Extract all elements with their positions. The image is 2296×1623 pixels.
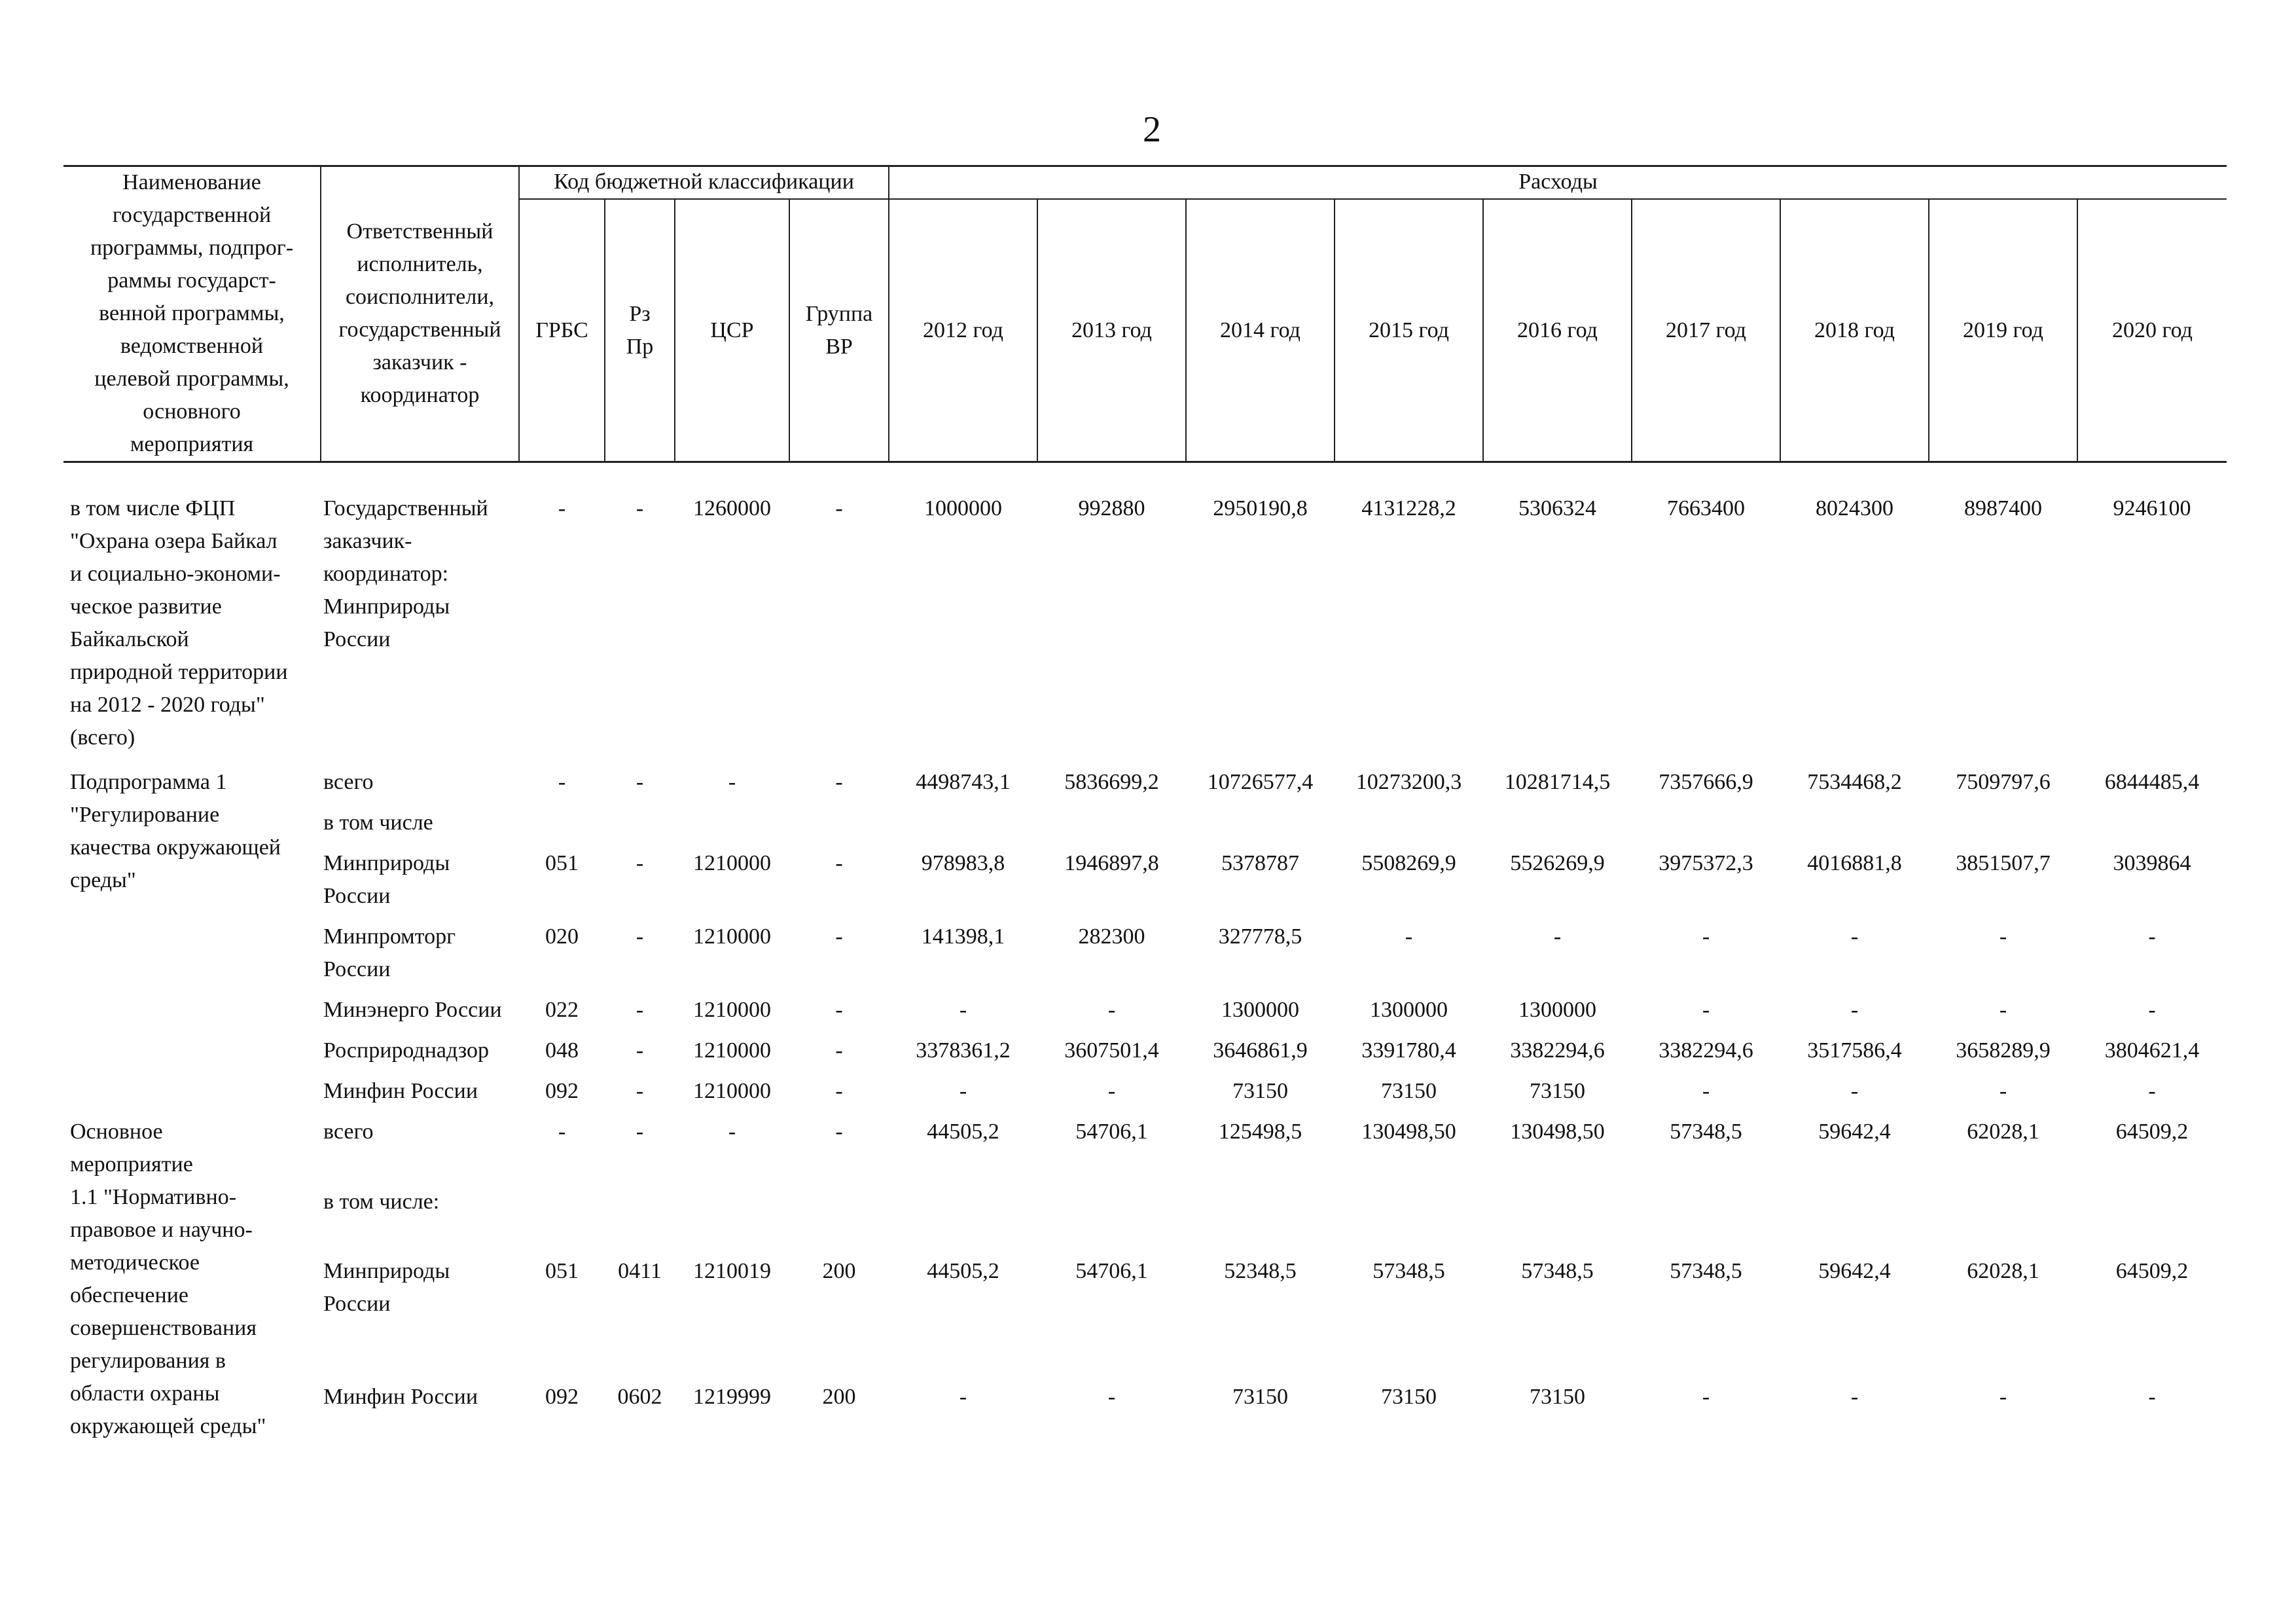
- expense-value-cell: 9246100: [2113, 496, 2191, 520]
- rzpr-cell: 0411: [618, 1259, 662, 1284]
- rzpr-cell: -: [636, 770, 644, 794]
- expense-value-cell: 3517586,4: [1807, 1038, 1902, 1063]
- expense-value-cell: 1300000: [1370, 998, 1448, 1022]
- header-name-line: венной программы,: [99, 301, 285, 325]
- expense-value-cell: 978983,8: [921, 851, 1005, 875]
- expense-value-cell: -: [1702, 1385, 1710, 1410]
- responsible-cell: [321, 1112, 519, 1182]
- rzpr-cell: 0602: [617, 1385, 662, 1410]
- expense-value-cell: 59642,4: [1818, 1259, 1891, 1284]
- expense-value-cell: 44505,2: [927, 1259, 999, 1284]
- header-budget-code-group: Код бюджетной классификации: [519, 166, 889, 199]
- expense-value-cell: 62028,1: [1967, 1120, 2039, 1144]
- responsible-cell: [321, 492, 519, 762]
- table-row: [63, 990, 2227, 1030]
- expense-value-cell: 1300000: [1221, 998, 1299, 1022]
- expense-value-cell: 282300: [1078, 924, 1145, 949]
- header-year: 2012 год: [889, 199, 1037, 462]
- expense-value-cell: [1483, 803, 1632, 843]
- expense-value-cell: -: [1553, 924, 1562, 949]
- header-year: 2018 год: [1780, 199, 1929, 462]
- header-vr: [789, 199, 889, 462]
- header-rzpr-line: Рз: [629, 302, 651, 326]
- expense-value-cell: 1000000: [924, 496, 1002, 520]
- responsible-cell: [321, 762, 519, 803]
- expense-value-cell: -: [1999, 998, 2007, 1022]
- expense-value-cell: 3382294,6: [1510, 1038, 1605, 1063]
- csr-cell: [675, 803, 789, 843]
- header-name-line: ведомственной: [120, 333, 264, 358]
- program-name-line: Основное: [70, 1120, 163, 1144]
- expense-value-cell: -: [1850, 1079, 1859, 1103]
- header-responsible-line: соисполнители,: [345, 284, 495, 309]
- vr-cell: -: [835, 770, 843, 794]
- responsible-line: Минфин России: [323, 1079, 478, 1103]
- responsible-cell: [321, 1182, 519, 1252]
- grbs-cell: 051: [545, 851, 579, 875]
- csr-cell: 1219999: [693, 1385, 771, 1410]
- responsible-cell: [321, 990, 519, 1030]
- table-row: [63, 1251, 2227, 1377]
- table-row: [63, 492, 2227, 762]
- expense-value-cell: [1037, 1182, 1186, 1252]
- responsible-line: всего: [323, 1120, 374, 1144]
- table-row: [63, 762, 2227, 803]
- table-row: [63, 1112, 2227, 1182]
- header-year: 2013 год: [1037, 199, 1186, 462]
- expense-value-cell: -: [1702, 998, 1710, 1022]
- header-year: 2015 год: [1335, 199, 1483, 462]
- grbs-cell: [519, 1182, 605, 1252]
- expense-value-cell: 73150: [1381, 1385, 1437, 1410]
- rzpr-cell: -: [636, 1120, 644, 1144]
- responsible-cell: [321, 1251, 519, 1377]
- expense-value-cell: 8987400: [1964, 496, 2042, 520]
- header-expenses-group: Расходы: [889, 166, 2227, 199]
- expense-value-cell: 3039864: [2113, 851, 2191, 875]
- expense-value-cell: 73150: [1232, 1385, 1288, 1410]
- expense-value-cell: -: [1107, 1385, 1116, 1410]
- table-row: [63, 1071, 2227, 1112]
- expense-value-cell: -: [2148, 998, 2156, 1022]
- expense-value-cell: -: [1405, 924, 1413, 949]
- expense-value-cell: 54706,1: [1075, 1120, 1148, 1144]
- rzpr-cell: -: [636, 496, 644, 520]
- expense-value-cell: 141398,1: [921, 924, 1005, 949]
- rzpr-cell: -: [636, 998, 644, 1022]
- program-name-cell: [63, 1112, 321, 1447]
- csr-cell: 1260000: [693, 496, 771, 520]
- expense-value-cell: 59642,4: [1818, 1120, 1891, 1144]
- csr-cell: 1210000: [693, 924, 771, 949]
- vr-cell: [789, 803, 889, 843]
- grbs-cell: 020: [545, 924, 579, 949]
- vr-cell: 200: [822, 1385, 856, 1410]
- expense-value-cell: -: [959, 998, 967, 1022]
- vr-cell: -: [835, 851, 843, 875]
- program-name-cell: [63, 492, 321, 762]
- expense-value-cell: 3658289,9: [1956, 1038, 2051, 1063]
- vr-cell: -: [835, 1120, 843, 1144]
- rzpr-cell: -: [636, 1038, 644, 1063]
- page-number: 2: [1143, 109, 1161, 150]
- header-grbs: ГРБС: [519, 199, 605, 462]
- expense-value-cell: -: [1850, 924, 1859, 949]
- grbs-cell: [519, 803, 605, 843]
- program-name-line: области охраны: [70, 1381, 220, 1406]
- responsible-line: координатор:: [323, 562, 449, 586]
- expense-value-cell: 130498,50: [1510, 1120, 1605, 1144]
- expense-value-cell: 4016881,8: [1807, 851, 1902, 875]
- header-name-line: раммы государст-: [107, 268, 276, 293]
- expense-value-cell: [1632, 1182, 1780, 1252]
- rzpr-cell: [605, 1182, 675, 1252]
- header-year: 2016 год: [1483, 199, 1632, 462]
- expense-value-cell: -: [1850, 1385, 1859, 1410]
- vr-cell: -: [835, 924, 843, 949]
- header-year: 2014 год: [1186, 199, 1335, 462]
- program-name-line: "Охрана озера Байкал: [70, 529, 278, 553]
- header-responsible-line: заказчик -: [372, 350, 467, 374]
- header-csr: ЦСР: [675, 199, 789, 462]
- expense-value-cell: 5526269,9: [1510, 851, 1605, 875]
- expense-value-cell: 327778,5: [1218, 924, 1302, 949]
- csr-cell: 1210000: [693, 1079, 771, 1103]
- header-responsible-line: исполнитель,: [357, 251, 483, 276]
- vr-cell: 200: [822, 1259, 856, 1284]
- grbs-cell: 092: [545, 1385, 579, 1410]
- expense-value-cell: 10273200,3: [1355, 770, 1462, 794]
- responsible-line: России: [323, 957, 391, 981]
- header-responsible-line: координатор: [360, 382, 480, 407]
- header-name-line: целевой программы,: [94, 366, 289, 391]
- program-name-line: и социально-экономи-: [70, 562, 281, 586]
- header-name-line: мероприятия: [130, 431, 254, 456]
- program-name-line: Байкальской: [70, 627, 189, 651]
- program-name-line: правовое и научно-: [70, 1218, 253, 1242]
- header-responsible-line: Ответственный: [346, 219, 493, 244]
- expense-value-cell: 3804621,4: [2104, 1038, 2200, 1063]
- program-name-line: совершенствования: [70, 1316, 257, 1340]
- header-name-line: государственной: [112, 202, 272, 227]
- table-row: [63, 843, 2227, 917]
- expense-value-cell: 57348,5: [1670, 1120, 1742, 1144]
- vr-cell: -: [835, 496, 843, 520]
- table-header: [63, 166, 2227, 462]
- expense-value-cell: 7663400: [1667, 496, 1745, 520]
- rzpr-cell: -: [636, 924, 644, 949]
- expense-value-cell: [889, 1182, 1037, 1252]
- responsible-line: России: [323, 1292, 391, 1317]
- expense-value-cell: 1300000: [1518, 998, 1596, 1022]
- expense-value-cell: -: [2148, 924, 2156, 949]
- responsible-line: Минфин России: [323, 1385, 478, 1410]
- expense-value-cell: 2950190,8: [1213, 496, 1308, 520]
- expense-value-cell: -: [1107, 998, 1116, 1022]
- expense-value-cell: 10281714,5: [1504, 770, 1611, 794]
- grbs-cell: 051: [545, 1259, 579, 1284]
- expense-value-cell: 73150: [1381, 1079, 1437, 1103]
- expense-value-cell: [1335, 1182, 1483, 1252]
- header-rzpr: [605, 199, 675, 462]
- grbs-cell: -: [558, 770, 566, 794]
- expense-value-cell: -: [959, 1079, 967, 1103]
- header-responsible-line: государственный: [338, 317, 501, 342]
- program-name-line: 1.1 "Нормативно-: [70, 1185, 237, 1209]
- expense-value-cell: [1780, 803, 1929, 843]
- expense-value-cell: 73150: [1232, 1079, 1288, 1103]
- expense-value-cell: 7534468,2: [1807, 770, 1902, 794]
- expense-value-cell: [2077, 803, 2227, 843]
- program-name-line: методическое: [70, 1250, 200, 1275]
- grbs-cell: 022: [545, 998, 579, 1022]
- responsible-cell: [321, 1377, 519, 1447]
- expense-value-cell: 130498,50: [1361, 1120, 1456, 1144]
- expense-value-cell: 64509,2: [2115, 1120, 2189, 1144]
- expense-value-cell: 64509,2: [2115, 1259, 2189, 1284]
- program-name-line: ческое развитие: [70, 594, 222, 619]
- expense-value-cell: 3382294,6: [1659, 1038, 1753, 1063]
- header-year: 2020 год: [2077, 199, 2227, 462]
- program-name-line: обеспечение: [70, 1283, 188, 1307]
- expense-value-cell: 3391780,4: [1361, 1038, 1456, 1063]
- program-name-line: окружающей среды": [70, 1414, 266, 1438]
- vr-cell: -: [835, 1038, 843, 1063]
- expense-value-cell: 4498743,1: [916, 770, 1011, 794]
- program-name-line: регулирования в: [70, 1349, 226, 1373]
- expense-value-cell: 3646861,9: [1213, 1038, 1308, 1063]
- expense-value-cell: 44505,2: [927, 1120, 999, 1144]
- csr-cell: 1210000: [693, 851, 771, 875]
- expense-value-cell: 52348,5: [1224, 1259, 1297, 1284]
- expense-value-cell: 5306324: [1518, 496, 1596, 520]
- table-row: [63, 1030, 2227, 1071]
- csr-cell: -: [728, 770, 736, 794]
- responsible-line: Минпромторг: [323, 924, 456, 949]
- responsible-line: Государственный: [323, 496, 488, 520]
- program-name-cell: [63, 762, 321, 1112]
- header-vr-line: ВР: [825, 335, 853, 359]
- header-name-line: программы, подпрог-: [90, 235, 294, 260]
- expense-value-cell: [1929, 803, 2077, 843]
- header-name-column: [63, 166, 321, 462]
- header-year: 2019 год: [1929, 199, 2077, 462]
- responsible-line: заказчик-: [323, 529, 412, 553]
- program-name-line: мероприятие: [70, 1152, 193, 1176]
- csr-cell: 1210000: [693, 998, 771, 1022]
- responsible-cell: [321, 803, 519, 843]
- vr-cell: [789, 1182, 889, 1252]
- expense-value-cell: [1186, 1182, 1335, 1252]
- responsible-line: Минэнерго России: [323, 998, 502, 1022]
- header-bottom-rule: [63, 461, 2227, 463]
- expense-value-cell: [1186, 803, 1335, 843]
- expense-value-cell: -: [959, 1385, 967, 1410]
- responsible-line: России: [323, 884, 391, 908]
- responsible-line: всего: [323, 770, 374, 794]
- expense-value-cell: [1929, 1182, 2077, 1252]
- csr-cell: 1210000: [693, 1038, 771, 1063]
- expense-value-cell: 73150: [1530, 1079, 1585, 1103]
- expense-value-cell: 4131228,2: [1361, 496, 1456, 520]
- expense-value-cell: [1483, 1182, 1632, 1252]
- csr-cell: [675, 1182, 789, 1252]
- expense-value-cell: 7509797,6: [1956, 770, 2051, 794]
- expense-value-cell: 3851507,7: [1956, 851, 2051, 875]
- responsible-cell: [321, 1030, 519, 1071]
- table-row: [63, 917, 2227, 990]
- responsible-cell: [321, 917, 519, 990]
- grbs-cell: -: [558, 1120, 566, 1144]
- program-name-line: "Регулирование: [70, 803, 220, 827]
- table-row: [63, 803, 2227, 843]
- csr-cell: -: [728, 1120, 736, 1144]
- program-name-line: (всего): [70, 725, 135, 750]
- expense-value-cell: -: [1999, 924, 2007, 949]
- expense-value-cell: [889, 803, 1037, 843]
- program-name-line: качества окружающей: [70, 835, 281, 860]
- rzpr-cell: [605, 803, 675, 843]
- expense-value-cell: -: [2148, 1079, 2156, 1103]
- expense-value-cell: 3975372,3: [1659, 851, 1753, 875]
- header-year: 2017 год: [1632, 199, 1780, 462]
- expense-value-cell: [1780, 1182, 1929, 1252]
- expense-value-cell: 57348,5: [1670, 1259, 1742, 1284]
- expense-value-cell: [1632, 803, 1780, 843]
- expense-value-cell: -: [1702, 1079, 1710, 1103]
- grbs-cell: -: [558, 496, 566, 520]
- expense-value-cell: -: [2148, 1385, 2156, 1410]
- expense-value-cell: -: [1107, 1079, 1116, 1103]
- responsible-line: Росприроднадзор: [323, 1038, 489, 1063]
- csr-cell: 1210019: [693, 1259, 771, 1284]
- expenses-table-body: [63, 492, 2227, 1447]
- rzpr-cell: -: [636, 851, 644, 875]
- expense-value-cell: 57348,5: [1521, 1259, 1594, 1284]
- header-vr-line: Группа: [805, 302, 873, 326]
- vr-cell: -: [835, 1079, 843, 1103]
- grbs-cell: 092: [545, 1079, 579, 1103]
- expense-value-cell: 8024300: [1816, 496, 1893, 520]
- responsible-line: Минприроды: [323, 594, 450, 619]
- expense-value-cell: -: [1999, 1385, 2007, 1410]
- program-name-line: в том числе ФЦП: [70, 496, 236, 520]
- expense-value-cell: 3607501,4: [1064, 1038, 1159, 1063]
- program-name-line: природной территории: [70, 660, 288, 684]
- expense-value-cell: 6844485,4: [2104, 770, 2200, 794]
- expense-value-cell: 73150: [1530, 1385, 1585, 1410]
- table-row: [63, 1377, 2227, 1447]
- responsible-line: России: [323, 627, 391, 651]
- responsible-line: в том числе: [323, 811, 433, 835]
- header-rzpr-line: Пр: [626, 335, 654, 359]
- expense-value-cell: 62028,1: [1967, 1259, 2039, 1284]
- expense-value-cell: 5508269,9: [1361, 851, 1456, 875]
- expense-value-cell: 992880: [1078, 496, 1145, 520]
- expense-value-cell: 125498,5: [1218, 1120, 1302, 1144]
- expense-value-cell: 54706,1: [1075, 1259, 1148, 1284]
- grbs-cell: 048: [545, 1038, 579, 1063]
- expense-value-cell: -: [1702, 924, 1710, 949]
- table-row: [63, 1182, 2227, 1252]
- vr-cell: -: [835, 998, 843, 1022]
- expense-value-cell: 5836699,2: [1064, 770, 1159, 794]
- expense-value-cell: [1037, 803, 1186, 843]
- expense-value-cell: 3378361,2: [916, 1038, 1011, 1063]
- responsible-cell: [321, 843, 519, 917]
- program-name-line: Подпрограмма 1: [70, 770, 227, 794]
- expense-value-cell: [1335, 803, 1483, 843]
- expense-value-cell: 57348,5: [1372, 1259, 1445, 1284]
- expense-value-cell: -: [1999, 1079, 2007, 1103]
- expense-value-cell: 5378787: [1221, 851, 1299, 875]
- expense-value-cell: 7357666,9: [1659, 770, 1753, 794]
- expense-value-cell: 1946897,8: [1064, 851, 1159, 875]
- expense-value-cell: 10726577,4: [1207, 770, 1314, 794]
- expense-value-cell: -: [1850, 998, 1859, 1022]
- responsible-line: в том числе:: [323, 1189, 440, 1214]
- responsible-cell: [321, 1071, 519, 1112]
- program-name-line: среды": [70, 868, 136, 892]
- header-name-line: основного: [143, 399, 241, 424]
- expense-value-cell: [2077, 1182, 2227, 1252]
- program-name-line: на 2012 - 2020 годы": [70, 693, 265, 717]
- header-responsible-column: [321, 166, 519, 462]
- responsible-line: Минприроды: [323, 1259, 450, 1284]
- header-name-line: Наименование: [122, 170, 261, 194]
- rzpr-cell: -: [636, 1079, 644, 1103]
- responsible-line: Минприроды: [323, 851, 450, 875]
